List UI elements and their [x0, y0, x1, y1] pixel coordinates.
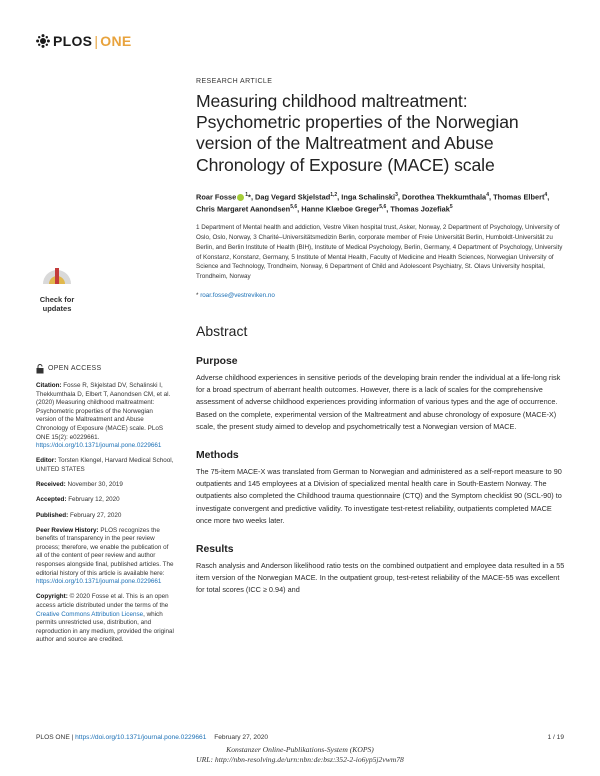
- footer-date: February 27, 2020: [214, 734, 269, 741]
- author-name[interactable]: Roar Fosse: [196, 192, 237, 202]
- peer-review-text: PLOS recognizes the benefits of transparency in the peer review process; therefore, we enable the publication of all of the content of peer review and author responses alongside final, published articles. The editorial history of this article is available here:: [36, 526, 174, 577]
- accepted-block: [36, 496, 174, 505]
- article-title: Measuring childhood maltreatment: Psychometric properties of the Norwegian version of the Maltreatment and Abuse Chronology of Exposure (MACE) scale: [196, 91, 519, 175]
- received-date: November 30, 2019: [67, 481, 123, 489]
- footer-citation: [36, 734, 268, 741]
- article-main: [196, 78, 568, 597]
- page-number: 1 / 19: [547, 734, 564, 741]
- email-link[interactable]: roar.fosse@vestreviken.no: [200, 291, 275, 299]
- article-type-label: RESEARCH ARTICLE: [196, 78, 273, 85]
- copyright-text-2: , which permits unrestricted use, distribution, and reproduction in any medium, provided the original author and source are credited.: [36, 610, 174, 644]
- peer-review-link[interactable]: https://doi.org/10.1371/journal.pone.0229661: [36, 578, 162, 586]
- author-name[interactable]: Dorothea Thekkumthala: [401, 192, 487, 202]
- purpose-text: Adverse childhood experiences in sensitive periods of the developing brain render the individual at a life-long risk for a broad spectrum of aberrant health outcomes. However, there is a lack of scales for the comprehensive assessment of adverse childhood experiences providing information of various types and the age of occurrence. Based on the complete, experimental version of the Maltreatment and abuse chronology of exposure (MACE-X) scale, the present study aimed to develop and psychometrically test a Norwegian version of MACE.: [196, 372, 561, 431]
- author-name[interactable]: Thomas Jozefiak: [390, 204, 450, 214]
- author-name[interactable]: Thomas Elbert: [493, 192, 545, 202]
- author-list: [196, 190, 568, 215]
- author-affiliation-number: 1: [245, 191, 249, 198]
- author-separator: ,: [337, 192, 342, 202]
- corresponding-email: [196, 292, 568, 299]
- purpose-heading: Purpose: [196, 355, 238, 367]
- citation-label: Citation:: [36, 382, 62, 389]
- author-affiliation-number: 5,6: [379, 204, 387, 211]
- abstract-heading: Abstract: [196, 322, 248, 339]
- results-text: Rasch analysis and Anderson likelihood ratio tests on the combined outpatient and employee data resulted in a 55 item version of the Norwegian MACE. In the outpatient group, test-retest reliability of the MACE-55 was excellent for total scores (ICC ≥ 0.94) and: [196, 560, 565, 595]
- stamp-line-2: URL: http://nbn-resolving.de/urn:nbn:de:bsz:352-2-io6yp5j2vwm78: [196, 755, 404, 764]
- corresponding-author-mark: *: [248, 192, 251, 202]
- repository-stamp: [0, 745, 600, 765]
- copyright-label: Copyright:: [36, 593, 68, 601]
- copyright-block: [36, 593, 174, 645]
- open-access-label: [36, 364, 174, 374]
- orcid-icon[interactable]: [237, 194, 244, 201]
- peer-review-block: [36, 527, 174, 587]
- author-affiliation-number: 4: [486, 191, 489, 198]
- author-separator: ,: [386, 204, 391, 214]
- citation-block: [36, 382, 174, 451]
- author-affiliation-number: 3: [395, 191, 398, 198]
- results-heading: Results: [196, 543, 234, 555]
- author-separator: ,: [488, 192, 494, 202]
- methods-heading: Methods: [196, 449, 239, 461]
- author-separator: ,: [397, 192, 402, 202]
- footer-divider: |: [69, 734, 76, 741]
- editor-label: Editor:: [36, 457, 57, 465]
- author-separator: ,: [547, 192, 550, 202]
- article-sidebar: [36, 364, 174, 652]
- author-affiliation-number: 5,6: [290, 204, 298, 211]
- affiliations: 1 Department of Mental health and addiction, Vestre Viken hospital trust, Asker, Norway, 2 Department of Psychology, University of Oslo, Oslo, Norway, 3 Charité–Universitätsmedizin Berlin, corporate member of Freie Universität Berlin, Humboldt-Universität zu Berlin, and Berlin Institute of Health (BIH), Institute of Medical Psychology, Berlin, Germany, 4 Department of Psychology, University of Konstanz, Konstanz, Germany, 5 Institute of Mental Health, Faculty of Medicine and Health Sciences, Norwegian University of Science and Technology, Trondheim, Norway, 6 Department of Child and Adolescent Psychiatry, St. Olavs University hospital, Trondheim, Norway: [196, 224, 563, 281]
- logo-one-text: ONE: [100, 33, 132, 49]
- logo-separator: |: [94, 33, 99, 49]
- stamp-line-1: Konstanzer Online-Publikations-System (KOPS): [226, 745, 374, 754]
- editor-block: [36, 457, 174, 474]
- citation-doi-link[interactable]: https://doi.org/10.1371/journal.pone.0229661: [36, 442, 162, 450]
- open-access-text: OPEN ACCESS: [48, 364, 102, 372]
- peer-review-label: Peer Review History:: [36, 526, 99, 534]
- footer-journal: PLOS ONE: [36, 734, 70, 741]
- accepted-label: Accepted:: [36, 496, 67, 504]
- published-label: Published:: [36, 511, 69, 519]
- received-block: [36, 481, 174, 490]
- badge-line-1: Check for: [39, 295, 75, 304]
- citation-text: Fosse R, Skjelstad DV, Schalinski I, Thekkumthala D, Elbert T, Aanondsen CM, et al. (2020) Measuring childhood maltreatment: Psychometric properties of the Norwegian version of the Maltreatment and Abuse Chronology of Exposure (MACE) scale. PLoS ONE 15(2): e0229661.: [36, 382, 171, 441]
- editor-text: Torsten Klengel, Harvard Medical School, UNITED STATES: [36, 457, 174, 473]
- footer-doi-link[interactable]: https://doi.org/10.1371/journal.pone.0229661: [75, 734, 207, 741]
- email-mark: *: [196, 291, 199, 299]
- author-separator: ,: [250, 192, 256, 202]
- author-affiliation-number: 4: [544, 191, 548, 198]
- logo-plos-text: PLOS: [53, 33, 93, 49]
- author-affiliation-number: 5: [449, 204, 453, 211]
- badge-line-2: updates: [42, 304, 72, 313]
- check-for-updates-icon: [37, 262, 77, 286]
- plos-logo-icon: [36, 34, 50, 48]
- author-name[interactable]: Dag Vegard Skjelstad: [255, 192, 331, 202]
- author-name[interactable]: Inga Schalinski: [341, 192, 396, 202]
- author-affiliation-number: 1,2: [330, 191, 338, 198]
- methods-text: The 75-item MACE-X was translated from German to Norwegian and administered as a self-report measure to 90 outpatients and 145 employees at a Division of specialized mental health care in South-Eastern Norway. The outpatients also completed the Childhood trauma questionnaire (CTQ) and the Symptom checklist 90 (SCL-90) to investigate convergent and predictive validity. To investigate test-retest reliability, outpatients completed MACE once more two weeks later.: [196, 466, 562, 525]
- author-name[interactable]: Hanne Klæboe Greger: [301, 204, 380, 214]
- accepted-date: February 12, 2020: [68, 496, 120, 504]
- plos-one-logo[interactable]: [36, 33, 132, 49]
- author-separator: ,: [297, 204, 302, 214]
- license-link[interactable]: Creative Commons Attribution License: [36, 610, 144, 618]
- copyright-text-1: © 2020 Fosse et al. This is an open access article distributed under the terms of the: [36, 593, 169, 610]
- published-date: February 27, 2020: [69, 511, 122, 519]
- author-name[interactable]: Chris Margaret Aanondsen: [196, 204, 291, 214]
- check-for-updates-badge[interactable]: [36, 262, 78, 320]
- published-block: [36, 512, 174, 521]
- page-footer: [36, 734, 564, 741]
- received-label: Received:: [36, 481, 66, 489]
- open-access-lock-icon: [36, 364, 44, 374]
